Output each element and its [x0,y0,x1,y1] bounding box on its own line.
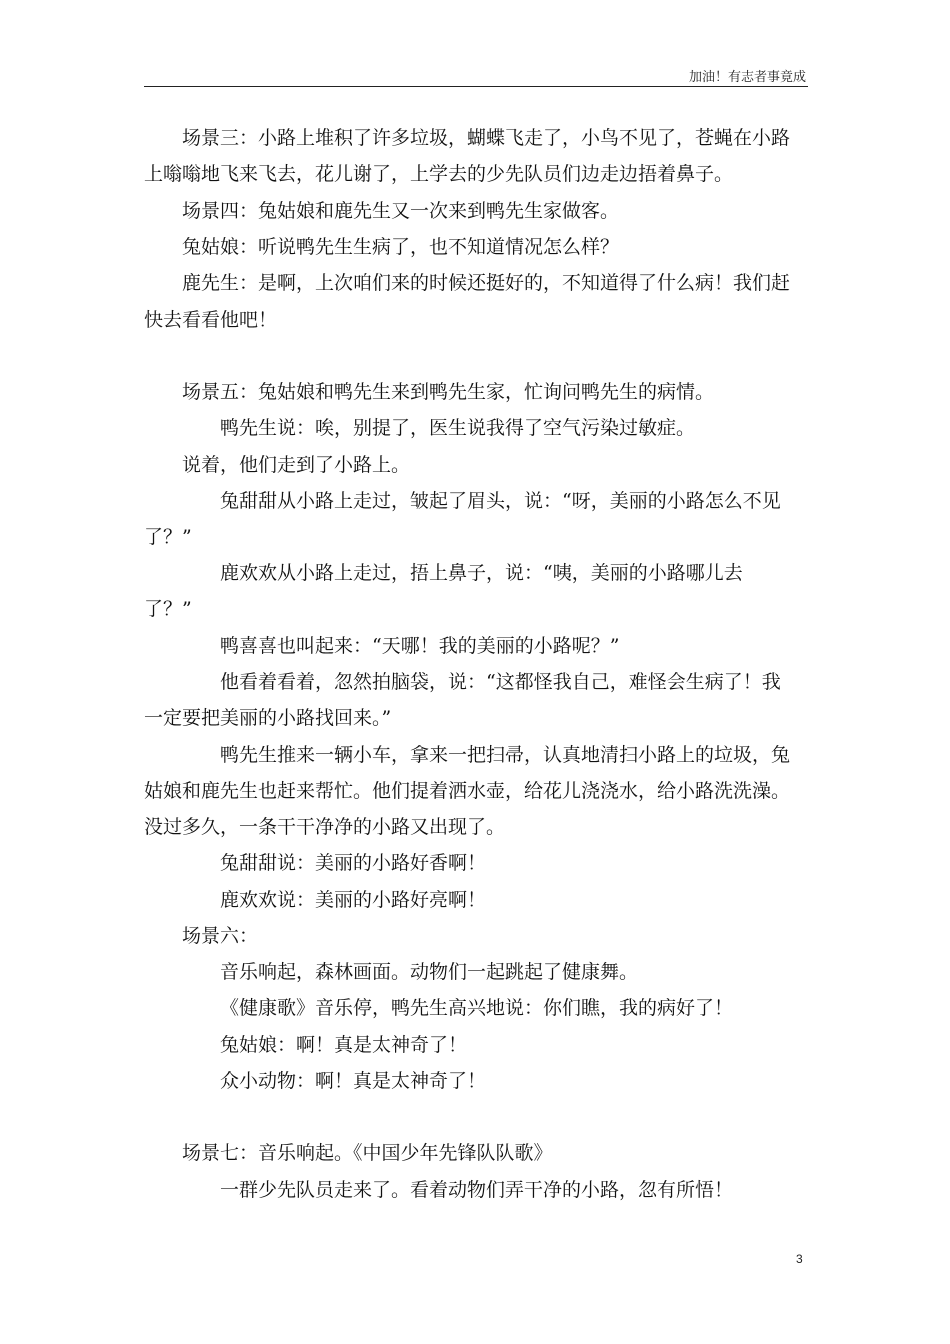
text-line: 姑娘和鹿先生也赶来帮忙。他们提着洒水壶，给花儿浇浇水，给小路洗洗澡。 [144,780,791,802]
text-line: 一定要把美丽的小路找回来。” [144,707,392,729]
text-line: 场景四：兔姑娘和鹿先生又一次来到鸭先生家做客。 [182,200,620,222]
header-motto: 加油！有志者事竟成 [688,70,806,85]
text-line: 快去看看他吧！ [144,309,278,331]
text-line: 兔姑娘：啊！真是太神奇了！ [220,1034,468,1056]
text-line: 了？” [144,526,192,548]
page-number: 3 [796,1252,803,1266]
text-line: 他看着看着，忽然拍脑袋，说：“这都怪我自己，难怪会生病了！我 [220,671,781,693]
text-line: 鹿欢欢说：美丽的小路好亮啊！ [220,889,487,911]
text-line: 鸭先生说：唉，别提了，医生说我得了空气污染过敏症。 [220,417,696,439]
header-divider [144,86,808,87]
text-line: 场景五：兔姑娘和鸭先生来到鸭先生家，忙询问鸭先生的病情。 [182,381,715,403]
text-line: 鹿欢欢从小路上走过，捂上鼻子，说：“咦，美丽的小路哪儿去 [220,562,743,584]
text-line: 上嗡嗡地飞来飞去，花儿谢了，上学去的少先队员们边走边捂着鼻子。 [144,163,734,185]
text-line: 鸭先生推来一辆小车，拿来一把扫帚，认真地清扫小路上的垃圾，兔 [220,744,791,766]
text-line: 场景六： [182,925,259,947]
text-line: 没过多久，一条干干净净的小路又出现了。 [144,816,506,838]
text-line: 兔甜甜说：美丽的小路好香啊！ [220,852,487,874]
text-line: 众小动物：啊！真是太神奇了！ [220,1070,487,1092]
text-line: 场景三：小路上堆积了许多垃圾，蝴蝶飞走了，小鸟不见了，苍蝇在小路 [182,127,791,149]
text-line: 兔甜甜从小路上走过，皱起了眉头，说：“呀，美丽的小路怎么不见 [220,490,781,512]
text-line: 鹿先生：是啊，上次咱们来的时候还挺好的，不知道得了什么病！我们赶 [182,272,791,294]
text-line: 兔姑娘：听说鸭先生生病了，也不知道情况怎么样？ [182,236,620,258]
text-line: 一群少先队员走来了。看着动物们弄干净的小路，忽有所悟！ [220,1179,734,1201]
text-line: 鸭喜喜也叫起来：“天哪！我的美丽的小路呢？” [220,635,620,657]
text-line: 音乐响起，森林画面。动物们一起跳起了健康舞。 [220,961,639,983]
text-line: 了？” [144,598,192,620]
text-line: 场景七：音乐响起。《中国少年先锋队队歌》 [182,1142,553,1164]
text-line: 说着，他们走到了小路上。 [182,454,411,476]
text-line: 《健康歌》音乐停，鸭先生高兴地说：你们瞧，我的病好了！ [220,997,734,1019]
